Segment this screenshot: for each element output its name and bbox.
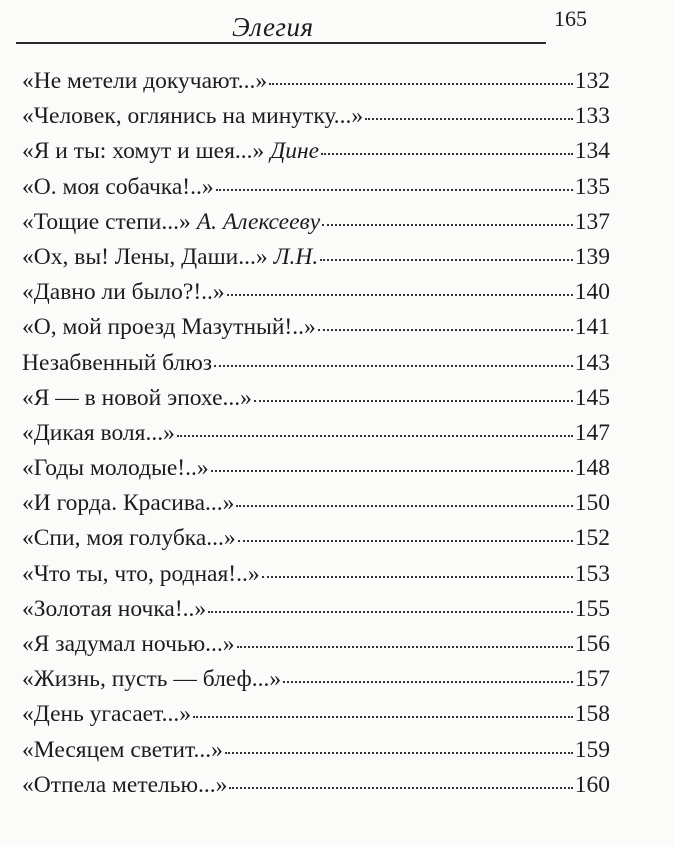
toc-entry-title: «О. моя собачка!..» bbox=[22, 173, 214, 200]
toc-entry bbox=[22, 627, 610, 662]
toc-entry-title: «Жизнь, пусть — блеф...» bbox=[22, 666, 282, 693]
toc-entry-page-number: 155 bbox=[574, 595, 610, 622]
toc-entry bbox=[22, 557, 610, 592]
page-number: 165 bbox=[554, 6, 587, 31]
toc-entry bbox=[22, 592, 610, 627]
toc-entry-page-number: 132 bbox=[574, 68, 610, 94]
toc-entry-title: «Что ты, что, родная!..» bbox=[22, 560, 260, 587]
toc-entry-page-number: 135 bbox=[574, 173, 610, 200]
toc-entry-title: «Ох, вы! Лены, Даши...» bbox=[22, 243, 268, 270]
toc-entry bbox=[22, 662, 610, 697]
dot-leader bbox=[193, 710, 573, 718]
toc-entry-page-number: 141 bbox=[574, 314, 610, 341]
dot-leader bbox=[227, 288, 573, 296]
toc-entry-dedication: Дине bbox=[270, 138, 320, 165]
toc-entry-title: «Золотая ночка!..» bbox=[22, 595, 207, 622]
dot-leader bbox=[365, 112, 573, 120]
toc-entry-page-number: 160 bbox=[574, 771, 610, 798]
toc-entry-page-number: 143 bbox=[574, 349, 610, 376]
section-title: Элегия bbox=[232, 12, 314, 42]
toc-entry-page-number: 140 bbox=[574, 279, 610, 306]
toc-entry bbox=[22, 346, 610, 381]
toc-entry-title: «Не метели докучают...» bbox=[22, 68, 268, 94]
dot-leader bbox=[238, 534, 573, 542]
toc-entry bbox=[22, 99, 610, 134]
header-rule bbox=[16, 42, 546, 44]
toc-entry-title: «О, мой проезд Мазутный!..» bbox=[22, 314, 316, 341]
toc-entry-page-number: 145 bbox=[574, 384, 610, 411]
toc-entry-title: «День угасает...» bbox=[22, 701, 191, 728]
toc-entry-page-number: 156 bbox=[574, 631, 610, 657]
toc-entry-title: «Дикая воля...» bbox=[22, 419, 175, 446]
dot-leader bbox=[237, 640, 573, 648]
toc-entry bbox=[22, 205, 610, 240]
toc-entry-dedication: Л.Н. bbox=[273, 243, 319, 270]
toc-entry-title: «И горда. Красива...» bbox=[22, 490, 235, 517]
running-head bbox=[0, 0, 674, 60]
toc-entry-page-number: 152 bbox=[574, 525, 610, 552]
toc-entry-page-number: 148 bbox=[574, 455, 610, 482]
dot-leader bbox=[208, 605, 573, 613]
dot-leader bbox=[283, 675, 573, 683]
table-of-contents bbox=[22, 64, 610, 803]
dot-leader bbox=[211, 464, 573, 472]
toc-entry-title: «Я и ты: хомут и шея...» bbox=[22, 138, 265, 165]
toc-entry-page-number: 159 bbox=[574, 736, 610, 763]
dot-leader bbox=[177, 429, 573, 437]
dot-leader bbox=[269, 77, 573, 85]
toc-entry-title: «Тощие степи...» bbox=[22, 208, 191, 235]
toc-entry-title: «Я — в новой эпохе...» bbox=[22, 384, 252, 411]
dot-leader bbox=[262, 570, 573, 578]
toc-entry bbox=[22, 275, 610, 310]
toc-entry bbox=[22, 64, 610, 99]
toc-entry-title: «Человек, оглянись на минутку...» bbox=[22, 103, 364, 130]
toc-entry-page-number: 139 bbox=[574, 243, 610, 270]
toc-entry-title: Незабвенный блюз bbox=[22, 349, 213, 376]
toc-entry bbox=[22, 381, 610, 416]
dot-leader bbox=[322, 218, 573, 226]
dot-leader bbox=[236, 499, 572, 507]
toc-entry-title: «Давно ли было?!..» bbox=[22, 279, 225, 306]
toc-entry-page-number: 150 bbox=[574, 490, 610, 517]
toc-entry-page-number: 153 bbox=[574, 560, 610, 587]
toc-entry bbox=[22, 451, 610, 486]
toc-entry bbox=[22, 310, 610, 345]
dot-leader bbox=[321, 147, 573, 155]
toc-entry bbox=[22, 240, 610, 275]
toc-entry bbox=[22, 486, 610, 521]
dot-leader bbox=[214, 359, 573, 367]
toc-entry bbox=[22, 521, 610, 556]
toc-entry bbox=[22, 416, 610, 451]
toc-entry-title: «Месяцем светит...» bbox=[22, 736, 223, 763]
toc-entry bbox=[22, 733, 610, 768]
dot-leader bbox=[318, 323, 573, 331]
dot-leader bbox=[254, 394, 573, 402]
toc-entry bbox=[22, 134, 610, 169]
dot-leader bbox=[216, 183, 573, 191]
toc-entry-title: «Годы молодые!..» bbox=[22, 455, 209, 482]
toc-entry-page-number: 133 bbox=[574, 103, 610, 130]
toc-entry-page-number: 158 bbox=[574, 701, 610, 728]
toc-entry-title: «Отпела метелью...» bbox=[22, 771, 228, 798]
dot-leader bbox=[320, 253, 572, 261]
toc-entry-dedication: А. Алексееву bbox=[196, 208, 321, 235]
toc-entry-page-number: 134 bbox=[574, 138, 610, 165]
toc-entry bbox=[22, 768, 610, 803]
toc-entry-page-number: 147 bbox=[574, 419, 610, 446]
toc-entry bbox=[22, 170, 610, 205]
dot-leader bbox=[225, 746, 573, 754]
toc-entry-page-number: 137 bbox=[574, 208, 610, 235]
toc-entry bbox=[22, 697, 610, 732]
toc-entry-title: «Спи, моя голубка...» bbox=[22, 525, 236, 552]
dot-leader bbox=[229, 781, 572, 789]
toc-entry-title: «Я задумал ночью...» bbox=[22, 631, 235, 657]
toc-entry-page-number: 157 bbox=[574, 666, 610, 693]
